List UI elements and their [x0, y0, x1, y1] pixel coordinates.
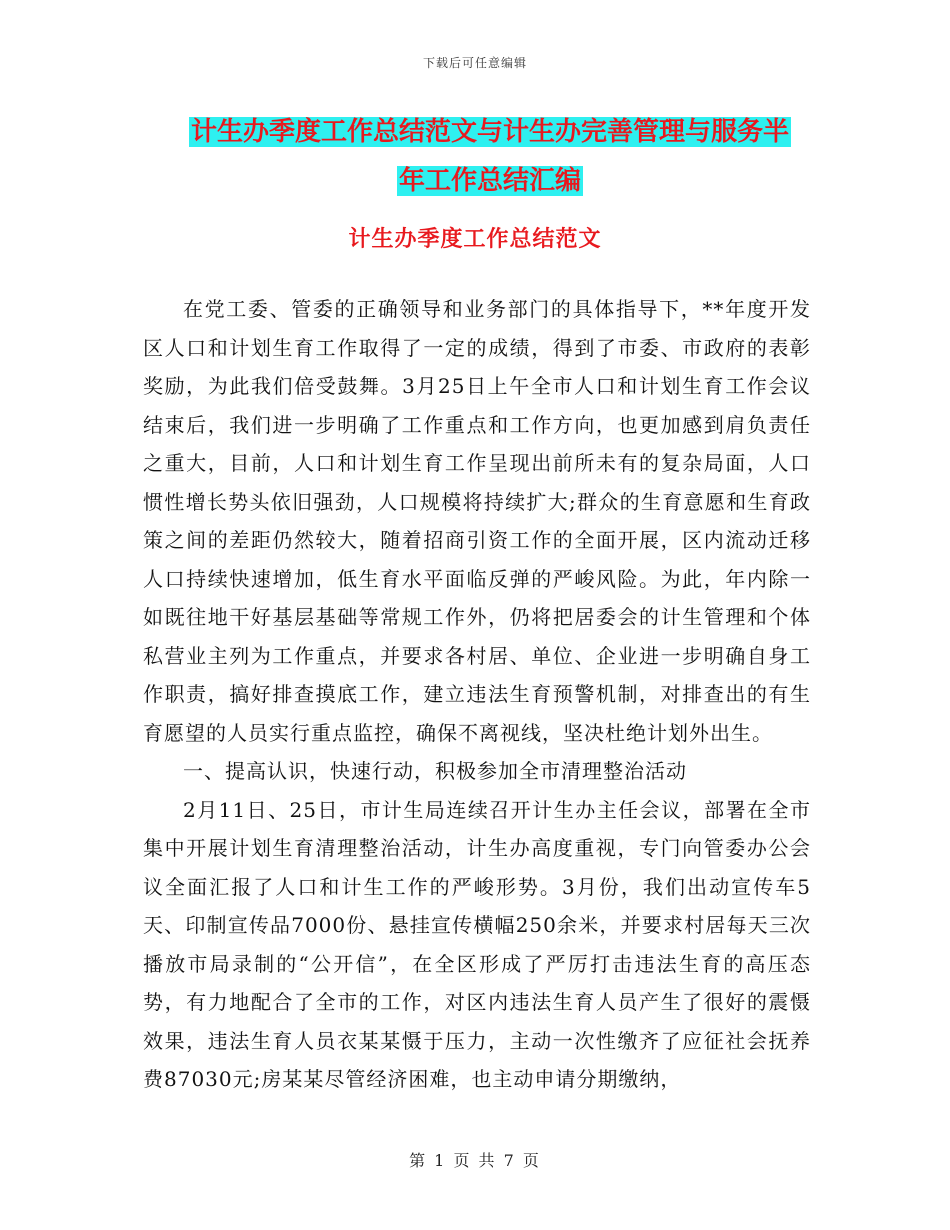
- document-title-line-2: 年工作总结汇编: [398, 166, 581, 196]
- body-heading-1: 一、提高认识，快速行动，积极参加全市清理整治活动: [183, 759, 687, 783]
- document-title-line-1: 计生办季度工作总结范文与计生办完善管理与服务半: [190, 117, 789, 147]
- page-footer: 第 1 页 共 7 页: [409, 1151, 541, 1170]
- document-title: [120, 108, 860, 206]
- section-title: 计生办季度工作总结范文: [348, 226, 602, 252]
- document-body: [143, 290, 811, 1099]
- body-paragraph-intro: 在党工委、管委的正确领导和业务部门的具体指导下，**年度开发区人口和计划生育工作取得了一定的成绩，得到了市委、市政府的表彰奖励，为此我们倍受鼓舞。3月25日上午全市人口和计划生育工作会议结束后，我们进一步明确了工作重点和工作方向，也更加感到肩负责任之重大，目前，人口和计划生育工作呈现出前所未有的复杂局面，人口惯性增长势头依旧强劲，人口规模将持续扩大;群众的生育意愿和生育政策之间的差距仍然较大，随着招商引资工作的全面开展，区内流动迁移人口持续快速增加，低生育水平面临反弹的严峻风险。为此，年内除一如既往地干好基层基础等常规工作外，仍将把居委会的计生管理和个体私营业主列为工作重点，并要求各村居、单位、企业进一步明确自身工作职责，搞好排查摸底工作，建立违法生育预警机制，对排查出的有生育愿望的人员实行重点监控，确保不离视线，坚决杜绝计划外出生。: [143, 297, 811, 745]
- header-note: 下载后可任意编辑: [422, 56, 527, 70]
- body-paragraph-2: 2月11日、25日，市计生局连续召开计生办主任会议，部署在全市集中开展计划生育清理整治活动，计生办高度重视，专门向管委办公会议全面汇报了人口和计生工作的严峻形势。3月份，我们出动宣传车5天、印制宣传品7000份、悬挂宣传横幅250余米，并要求村居每天三次播放市局录制的“公开信”，在全区形成了严厉打击违法生育的高压态势，有力地配合了全市的工作，对区内违法生育人员产生了很好的震慑效果，违法生育人员衣某某慑于压力，主动一次性缴齐了应征社会抚养费87030元;房某某尽管经济困难，也主动申请分期缴纳，: [143, 797, 811, 1091]
